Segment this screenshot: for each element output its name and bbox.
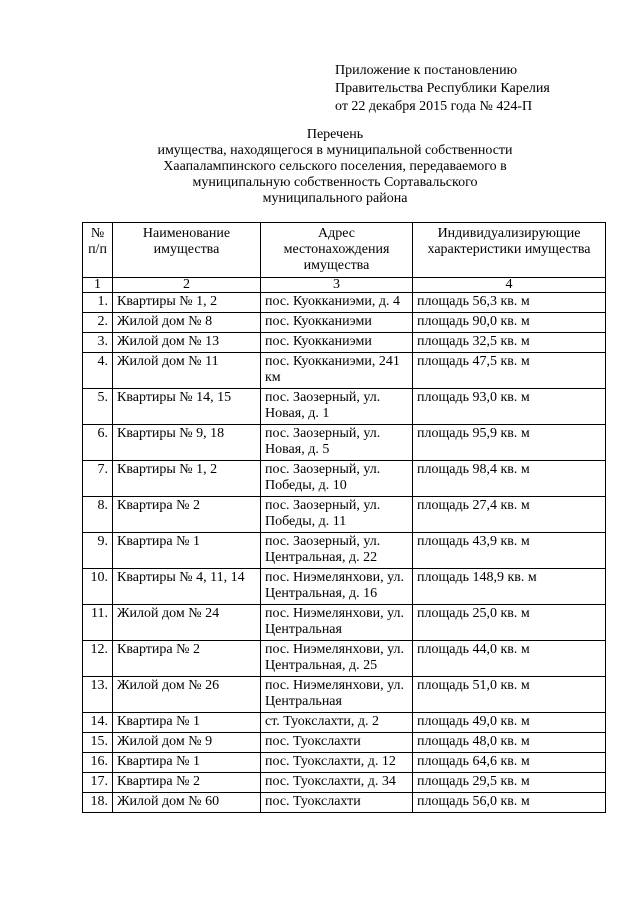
property-name: Квартира № 1: [113, 713, 261, 733]
property-address: пос. Куокканиэми: [261, 333, 413, 353]
property-address: пос. Заозерный, ул. Новая, д. 1: [261, 389, 413, 425]
property-address: пос. Туокслахти: [261, 793, 413, 813]
property-name: Жилой дом № 9: [113, 733, 261, 753]
heading-line-2: имущества, находящегося в муниципальной собственности: [157, 143, 513, 158]
property-address: ст. Туокслахти, д. 2: [261, 713, 413, 733]
property-address: пос. Заозерный, ул. Центральная, д. 22: [261, 533, 413, 569]
column-number: 3: [261, 278, 413, 293]
property-address: пос. Куокканиэми: [261, 313, 413, 333]
row-number: 8.: [83, 497, 113, 533]
property-characteristics: площадь 32,5 кв. м: [413, 333, 606, 353]
column-number: 2: [113, 278, 261, 293]
table-row: [83, 753, 606, 773]
row-number: 15.: [83, 733, 113, 753]
property-address: пос. Туокслахти: [261, 733, 413, 753]
table-row: [83, 353, 606, 389]
property-characteristics: площадь 95,9 кв. м: [413, 425, 606, 461]
property-address: пос. Туокслахти, д. 34: [261, 773, 413, 793]
table-row: [83, 793, 606, 813]
property-name: Квартира № 1: [113, 533, 261, 569]
property-name: Жилой дом № 11: [113, 353, 261, 389]
appendix-block: [335, 62, 550, 116]
appendix-line-3: от 22 декабря 2015 года № 424-П: [335, 99, 533, 114]
row-number: 6.: [83, 425, 113, 461]
property-characteristics: площадь 98,4 кв. м: [413, 461, 606, 497]
heading-line-4: муниципальную собственность Сортавальского: [192, 175, 478, 190]
property-address: пос. Куокканиэми, д. 4: [261, 293, 413, 313]
row-number: 3.: [83, 333, 113, 353]
header-name: Наименование имущества: [113, 223, 261, 278]
table-row: [83, 605, 606, 641]
row-number: 16.: [83, 753, 113, 773]
property-name: Жилой дом № 13: [113, 333, 261, 353]
property-characteristics: площадь 93,0 кв. м: [413, 389, 606, 425]
property-name: Квартиры № 9, 18: [113, 425, 261, 461]
table-row: [83, 293, 606, 313]
property-name: Квартиры № 4, 11, 14: [113, 569, 261, 605]
row-number: 11.: [83, 605, 113, 641]
table-row: [83, 569, 606, 605]
property-characteristics: площадь 148,9 кв. м: [413, 569, 606, 605]
property-address: пос. Ниэмелянхови, ул. Центральная: [261, 677, 413, 713]
table-header-row: [83, 223, 606, 278]
table-row: [83, 773, 606, 793]
property-name: Квартиры № 14, 15: [113, 389, 261, 425]
property-characteristics: площадь 64,6 кв. м: [413, 753, 606, 773]
table-row: [83, 461, 606, 497]
property-characteristics: площадь 47,5 кв. м: [413, 353, 606, 389]
row-number: 9.: [83, 533, 113, 569]
property-characteristics: площадь 49,0 кв. м: [413, 713, 606, 733]
row-number: 1.: [83, 293, 113, 313]
property-name: Квартиры № 1, 2: [113, 293, 261, 313]
property-address: пос. Ниэмелянхови, ул. Центральная, д. 25: [261, 641, 413, 677]
property-address: пос. Заозерный, ул. Новая, д. 5: [261, 425, 413, 461]
row-number: 5.: [83, 389, 113, 425]
property-address: пос. Куокканиэми, 241 км: [261, 353, 413, 389]
property-address: пос. Заозерный, ул. Победы, д. 11: [261, 497, 413, 533]
property-characteristics: площадь 56,0 кв. м: [413, 793, 606, 813]
property-characteristics: площадь 48,0 кв. м: [413, 733, 606, 753]
property-name: Жилой дом № 26: [113, 677, 261, 713]
property-characteristics: площадь 90,0 кв. м: [413, 313, 606, 333]
header-address: Адрес местонахождения имущества: [261, 223, 413, 278]
heading-line-3: Хаапалампинского сельского поселения, передаваемого в: [163, 159, 507, 174]
row-number: 12.: [83, 641, 113, 677]
document-heading: [100, 127, 570, 207]
property-characteristics: площадь 29,5 кв. м: [413, 773, 606, 793]
appendix-line-2: Правительства Республики Карелия: [335, 81, 550, 96]
row-number: 14.: [83, 713, 113, 733]
row-number: 18.: [83, 793, 113, 813]
table-row: [83, 677, 606, 713]
property-characteristics: площадь 43,9 кв. м: [413, 533, 606, 569]
row-number: 7.: [83, 461, 113, 497]
table-row: [83, 641, 606, 677]
property-table: [82, 222, 606, 813]
column-number: 4: [413, 278, 606, 293]
table-row: [83, 713, 606, 733]
property-address: пос. Туокслахти, д. 12: [261, 753, 413, 773]
property-characteristics: площадь 56,3 кв. м: [413, 293, 606, 313]
property-address: пос. Ниэмелянхови, ул. Центральная, д. 16: [261, 569, 413, 605]
table-row: [83, 533, 606, 569]
table-row: [83, 497, 606, 533]
appendix-line-1: Приложение к постановлению: [335, 63, 518, 78]
property-name: Жилой дом № 60: [113, 793, 261, 813]
table-row: [83, 733, 606, 753]
property-address: пос. Заозерный, ул. Победы, д. 10: [261, 461, 413, 497]
column-number-row: [83, 278, 606, 293]
property-name: Жилой дом № 8: [113, 313, 261, 333]
header-number: № п/п: [83, 223, 113, 278]
property-name: Квартира № 1: [113, 753, 261, 773]
table-row: [83, 313, 606, 333]
header-characteristics: Индивидуализирующие характеристики имущества: [413, 223, 606, 278]
heading-title: Перечень: [306, 127, 364, 142]
property-characteristics: площадь 27,4 кв. м: [413, 497, 606, 533]
column-number: 1: [83, 278, 113, 293]
row-number: 17.: [83, 773, 113, 793]
property-name: Жилой дом № 24: [113, 605, 261, 641]
heading-line-5: муниципального района: [262, 191, 408, 206]
property-name: Квартира № 2: [113, 641, 261, 677]
row-number: 13.: [83, 677, 113, 713]
property-name: Квартиры № 1, 2: [113, 461, 261, 497]
property-name: Квартира № 2: [113, 497, 261, 533]
property-address: пос. Ниэмелянхови, ул. Центральная: [261, 605, 413, 641]
row-number: 4.: [83, 353, 113, 389]
row-number: 10.: [83, 569, 113, 605]
table-body: [83, 293, 606, 813]
table-row: [83, 389, 606, 425]
property-characteristics: площадь 25,0 кв. м: [413, 605, 606, 641]
table-row: [83, 333, 606, 353]
property-characteristics: площадь 51,0 кв. м: [413, 677, 606, 713]
property-characteristics: площадь 44,0 кв. м: [413, 641, 606, 677]
table-row: [83, 425, 606, 461]
property-name: Квартира № 2: [113, 773, 261, 793]
row-number: 2.: [83, 313, 113, 333]
